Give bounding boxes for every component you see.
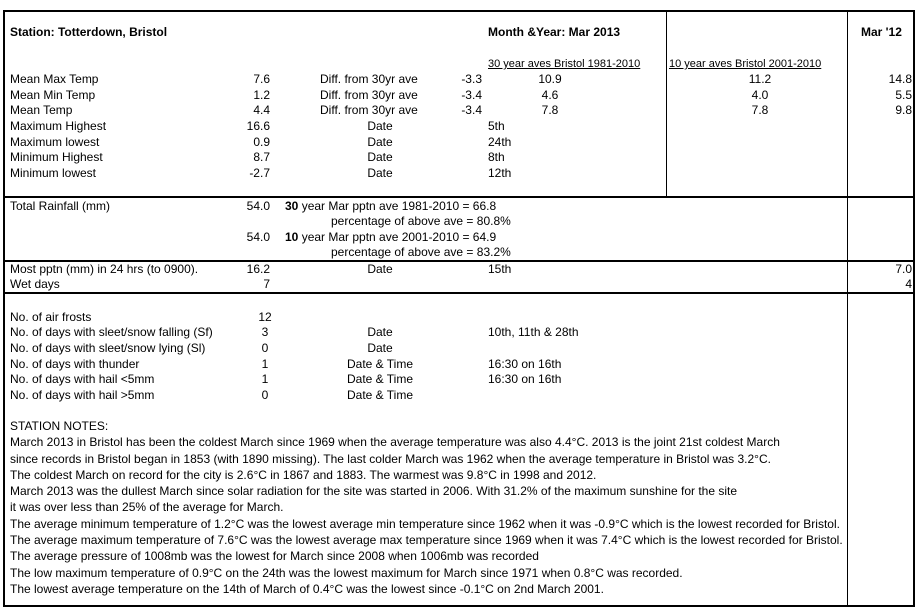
rainfall-ave30-years: 30 [285, 199, 299, 213]
extreme-label: Minimum Highest [10, 150, 103, 164]
ave30-label: 30 year aves Bristol 1981-2010 [488, 58, 641, 70]
station-title: Station: Totterdown, Bristol [10, 25, 168, 39]
diff-value: -3.4 [461, 103, 482, 117]
note-line: it was over less than 25% of the average for March. [10, 500, 284, 515]
pptn-prev: 4 [905, 277, 912, 291]
extreme-label: Minimum lowest [10, 166, 97, 180]
extreme-date: 8th [488, 150, 505, 164]
count-label: No. of days with sleet/snow lying (Sl) [10, 341, 206, 355]
extreme-label: Maximum lowest [10, 135, 100, 149]
count-info: 16:30 on 16th [488, 357, 562, 371]
rainfall-ave10-text: year Mar pptn ave 2001-2010 = 64.9 [298, 230, 497, 244]
month-year: Month &Year: Mar 2013 [488, 25, 621, 39]
ave30-value: 4.6 [541, 88, 559, 102]
count-info: 10th, 11th & 28th [488, 325, 579, 339]
temp-value: 7.6 [253, 72, 270, 86]
count-value: 1 [261, 372, 269, 386]
pptn-label: Wet days [10, 277, 60, 291]
divider-ave10 [666, 10, 667, 196]
temp-label: Mean Min Temp [10, 88, 96, 102]
pptn-value: 7 [263, 277, 270, 291]
count-value: 1 [261, 357, 269, 371]
count-info: 16:30 on 16th [488, 372, 562, 386]
ave10-value: 7.8 [751, 103, 769, 117]
note-line: The coldest March on record for the city is 2.6°C in 1867 and 1883. The warmest was 9.8°C in 1998 and 2012. [10, 467, 597, 482]
rainfall-pct-1: percentage of above ave = 80.8% [331, 214, 511, 228]
note-line: The low maximum temperature of 0.9°C on the 24th was the lowest maximum for March since 1971 when 0.8°C was recorded. [10, 565, 683, 580]
extreme-date-label: Date [367, 150, 393, 164]
note-line: since records in Bristol began in 1853 (with 1890 missing). The last colder March was 1962 when the average temperature in Bristol was 3.2°C. [10, 451, 771, 466]
temp-label: Mean Max Temp [10, 72, 99, 86]
border-bottom [3, 605, 915, 607]
rainfall-ave30-text: year Mar pptn ave 1981-2010 = 66.8 [298, 199, 497, 213]
count-mid: Date [367, 341, 393, 355]
diff-label: Diff. from 30yr ave [320, 72, 418, 86]
ave10-label: 10 year aves Bristol 2001-2010 [669, 58, 822, 70]
ave10-value: 11.2 [748, 72, 772, 86]
prev-value: 14.8 [888, 72, 912, 86]
rainfall-value-2: 54.0 [246, 230, 270, 244]
diff-value: -3.4 [461, 88, 482, 102]
rainfall-value-1: 54.0 [246, 199, 270, 213]
extreme-value: -2.7 [249, 166, 270, 180]
border-left [3, 10, 5, 607]
notes-heading: STATION NOTES: [10, 419, 109, 433]
prev-value: 5.5 [895, 88, 912, 102]
extreme-value: 16.6 [246, 119, 270, 133]
count-mid: Date & Time [346, 357, 414, 371]
note-line: The average pressure of 1008mb was the lowest for March since 2008 when 1006mb was recorded [10, 549, 539, 564]
count-mid: Date & Time [346, 372, 414, 386]
extreme-date-label: Date [367, 166, 393, 180]
temp-value: 4.4 [253, 103, 270, 117]
pptn-date-label: Date [367, 262, 393, 276]
count-mid: Date & Time [346, 388, 414, 402]
ave10-value: 4.0 [751, 88, 769, 102]
temp-label: Mean Temp [10, 103, 73, 117]
prev-value: 9.8 [895, 103, 912, 117]
note-line: The average maximum temperature of 7.6°C was the lowest average max temperature since 1969 when it was 7.4°C which is the lowest recorded for Bristol. [10, 533, 843, 548]
extreme-value: 0.9 [253, 135, 270, 149]
divider-rainfall [3, 196, 915, 198]
pptn-value: 16.2 [246, 262, 270, 276]
extreme-date-label: Date [367, 135, 393, 149]
pptn-date: 15th [488, 262, 512, 276]
note-line: March 2013 in Bristol has been the coldest March since 1969 when the average temperature was also 4.4°C. 2013 is the joint 21st coldest March [10, 435, 780, 450]
rainfall-label: Total Rainfall (mm) [10, 199, 111, 213]
temp-value: 1.2 [253, 88, 270, 102]
count-value: 0 [261, 341, 269, 355]
ave30-value: 7.8 [541, 103, 559, 117]
note-line: March 2013 was the dullest March since solar radiation for the site was started in 2006. With 31.2% of the maximum sunshine for the site [10, 484, 738, 499]
note-line: The average minimum temperature of 1.2°C was the lowest average min temperature since 1962 when it was -0.9°C which is the lowest recorded for Bristol. [10, 516, 840, 531]
extreme-date: 5th [488, 119, 505, 133]
rainfall-ave10-years: 10 [285, 230, 299, 244]
diff-value: -3.3 [461, 72, 482, 86]
diff-label: Diff. from 30yr ave [320, 103, 418, 117]
count-label: No. of air frosts [10, 310, 92, 324]
compare-month: Mar '12 [861, 25, 902, 39]
count-value: 0 [261, 388, 269, 402]
rainfall-pct-2: percentage of above ave = 83.2% [331, 245, 511, 259]
pptn-prev: 7.0 [895, 262, 912, 276]
extreme-date-label: Date [367, 119, 393, 133]
count-value: 3 [261, 325, 269, 339]
extreme-date: 24th [488, 135, 512, 149]
rainfall-ave10-line [285, 230, 496, 245]
count-label: No. of days with hail <5mm [10, 372, 155, 386]
border-right [913, 10, 915, 607]
count-value: 12 [258, 310, 272, 324]
count-label: No. of days with thunder [10, 357, 140, 371]
count-label: No. of days with sleet/snow falling (Sf) [10, 325, 213, 339]
extreme-date: 12th [488, 166, 512, 180]
pptn-label: Most pptn (mm) in 24 hrs (to 0900). [10, 262, 199, 276]
rainfall-ave30-line [285, 199, 496, 214]
note-line: The lowest average temperature on the 14th of March of 0.4°C was the lowest since -0.1°C on 2nd March 2001. [10, 581, 604, 596]
diff-label: Diff. from 30yr ave [320, 88, 418, 102]
divider-counts [3, 292, 915, 294]
count-mid: Date [367, 325, 393, 339]
border-top [3, 10, 915, 12]
count-label: No. of days with hail >5mm [10, 388, 155, 402]
ave30-value: 10.9 [538, 72, 562, 86]
extreme-label: Maximum Highest [10, 119, 107, 133]
extreme-value: 8.7 [253, 150, 270, 164]
station-notes [10, 418, 910, 597]
